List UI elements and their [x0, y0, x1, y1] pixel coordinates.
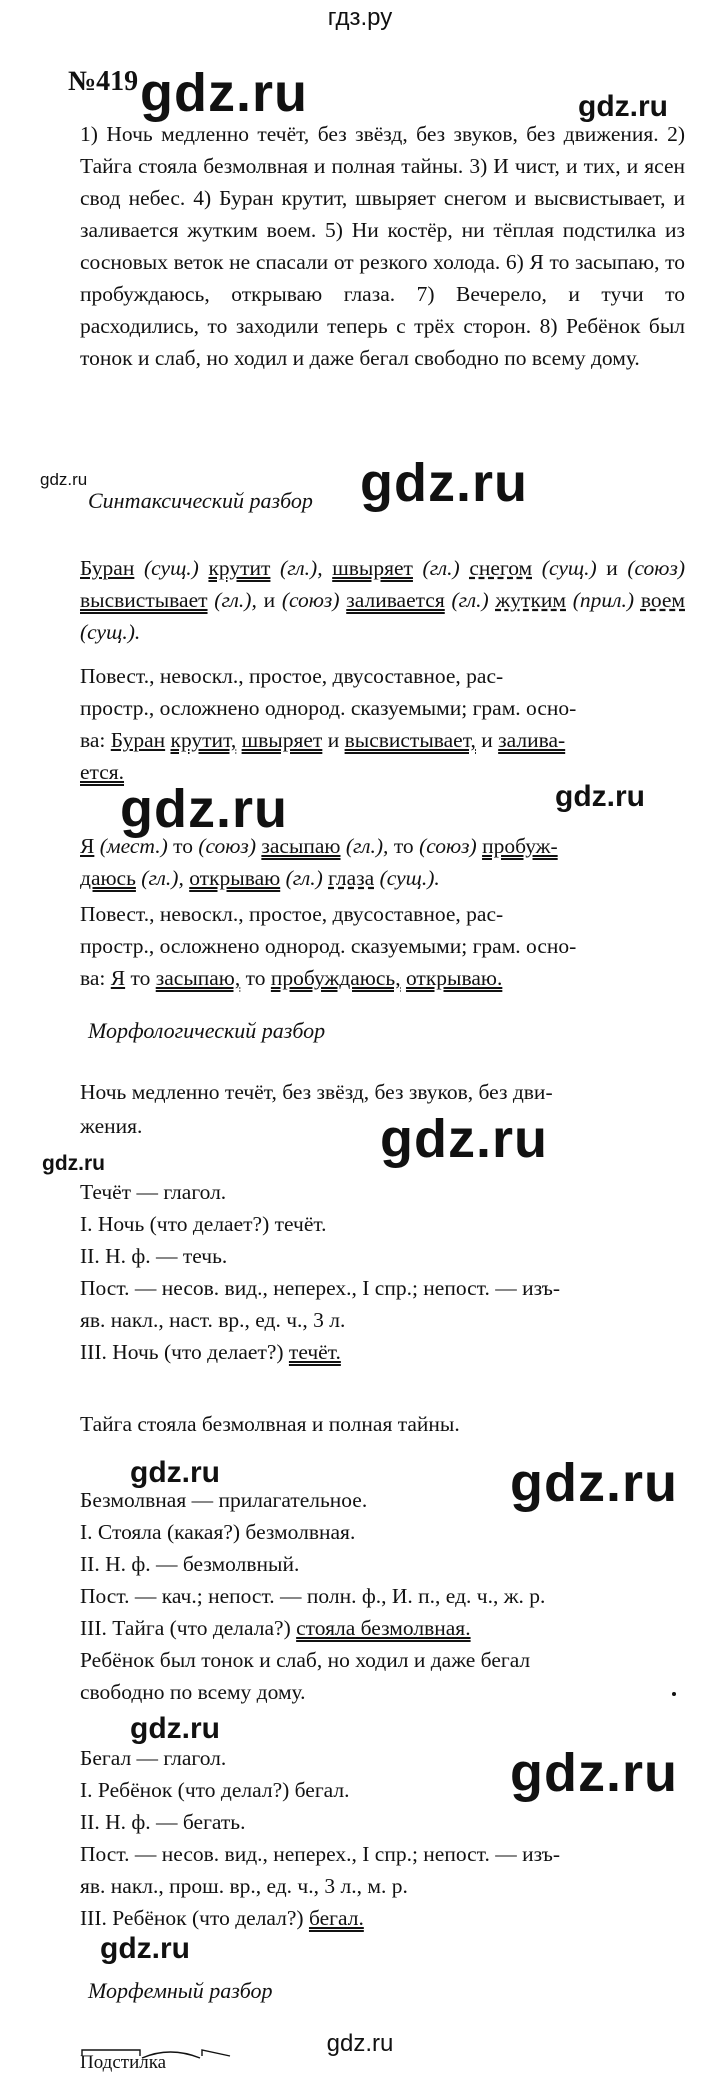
watermark: gdz.ru [578, 90, 668, 123]
syntax-description-2 [80, 898, 685, 994]
watermark: gdz.ru [380, 1109, 548, 1169]
object: снегом [469, 556, 533, 580]
watermark: gdz.ru [510, 1453, 678, 1513]
watermark: gdz.ru [120, 779, 288, 839]
conjunction: то [130, 966, 151, 990]
syntax-parse-2 [80, 830, 685, 894]
predicate: швыряет [241, 728, 323, 752]
desc-line: простр., осложнено однород. сказуемыми; грам. осно- [80, 696, 577, 720]
syntax-description-1 [80, 660, 685, 788]
pos-tag: (гл.) [451, 588, 489, 612]
watermark: gdz.ru [555, 780, 645, 813]
morph3-sentence: Ребёнок был тонок и слаб, но ходил и даже бегал [80, 1648, 531, 1672]
morphem-heading: Морфемный разбор [88, 1978, 273, 2003]
watermark: gdz.ru [130, 1456, 220, 1489]
pos-tag: (гл.), [345, 834, 389, 858]
predicate: залива- [498, 728, 566, 752]
morph-heading: Морфологический разбор [88, 1018, 326, 1043]
pos-tag: (гл.) [422, 556, 460, 580]
syntax-parse-1 [80, 552, 685, 648]
morph2-line: Безмолвная — прилагательное. [80, 1488, 368, 1512]
pos-tag: (гл.), [280, 556, 323, 580]
predicate: пробуж- [482, 834, 558, 858]
pos-tag: (гл.) [285, 866, 323, 890]
conjunction: и [606, 556, 618, 580]
subject: Я [80, 834, 95, 858]
predicate: стояла безмолвная. [296, 1616, 471, 1640]
syntax-heading: Синтаксический разбор [88, 488, 313, 513]
morph3-line [80, 1906, 364, 1931]
morph3-line: II. Н. ф. — бегать. [80, 1810, 246, 1834]
predicate: пробуждаюсь, [270, 966, 401, 990]
subject: Я [110, 966, 126, 990]
morph3-line: Бегал — глагол. [80, 1746, 227, 1770]
task-number: №419 [68, 66, 139, 97]
pos-tag: (прил.) [572, 588, 635, 612]
morph1-line: II. Н. ф. — течь. [80, 1244, 228, 1268]
attribute: жутким [495, 588, 566, 612]
desc-line: Повест., невоскл., простое, двусоставное, рас- [80, 902, 504, 926]
predicate: крутит, [170, 728, 237, 752]
pos-tag: (сущ.). [80, 620, 141, 644]
morph3-line: I. Ребёнок (что делал?) бегал. [80, 1778, 350, 1802]
watermark: gdz.ru [100, 1932, 190, 1965]
watermark: gdz.ru [360, 453, 528, 513]
predicate: бегал. [308, 1906, 364, 1930]
predicate: открываю. [405, 966, 503, 990]
morph-question: III. Ночь (что делает?) [80, 1340, 284, 1364]
stray-dot [672, 1692, 676, 1696]
watermark: gdz.ru [510, 1743, 678, 1803]
morph2-sentence: Тайга стояла безмолвная и полная тайны. [80, 1412, 460, 1436]
morph2-line: I. Стояла (какая?) безмолвная. [80, 1520, 356, 1544]
predicate: крутит [208, 556, 271, 580]
morph1-line: Пост. — несов. вид., неперех., I спр.; непост. — изъ- [80, 1276, 560, 1300]
morph-question: III. Ребёнок (что делал?) [80, 1906, 304, 1930]
predicate: высвистывает [80, 588, 208, 612]
object: глаза [328, 866, 375, 890]
site-footer[interactable]: gdz.ru [326, 2030, 394, 2057]
conjunction: то [245, 966, 266, 990]
desc-lead: ва: [80, 728, 106, 752]
morph1-line [80, 1340, 341, 1365]
site-header[interactable]: гдз.ру [327, 4, 393, 31]
morph-question: III. Тайга (что делала?) [80, 1616, 291, 1640]
pos-tag: (сущ.) [143, 556, 199, 580]
subject: Буран [80, 556, 135, 580]
pos-tag: (союз) [627, 556, 686, 580]
watermark: gdz.ru [42, 1152, 105, 1175]
conjunction: то [393, 834, 414, 858]
morph1-sentence: жения. [80, 1114, 143, 1138]
subject: Буран [110, 728, 166, 752]
pos-tag: (сущ.) [541, 556, 597, 580]
pos-tag: (гл.), [214, 588, 257, 612]
conjunction: и [263, 588, 276, 612]
predicate: течёт. [288, 1340, 341, 1364]
pos-tag: (союз) [198, 834, 256, 858]
morphem-word-text: Подстилка [80, 2052, 167, 2073]
pos-tag: (гл.), [141, 866, 184, 890]
desc-line: простр., осложнено однород. сказуемыми; грам. осно- [80, 934, 577, 958]
pos-tag: (мест.) [99, 834, 168, 858]
morph3-line: яв. накл., прош. вр., ед. ч., 3 л., м. р. [80, 1874, 408, 1898]
conjunction: и [327, 728, 340, 752]
morph1-sentence: Ночь медленно течёт, без звёзд, без звуков, без дви- [80, 1080, 553, 1104]
morph2-line: II. Н. ф. — безмолвный. [80, 1552, 300, 1576]
conjunction: и [481, 728, 493, 752]
pos-tag: (союз) [281, 588, 340, 612]
object: воем [640, 588, 685, 612]
predicate: ется. [80, 760, 125, 784]
watermark: gdz.ru [40, 470, 88, 489]
predicate: заливается [346, 588, 445, 612]
exercise-sentences: 1) Ночь медленно течёт, без звёзд, без звуков, без движения. 2) Тайга стояла безмолвная и полная тайны. 3) И чист, и тих, и ясен свод небес. 4) Буран крутит, швыряет снегом и высвистывает, и заливается жутким воем. 5) Ни костёр, ни тёплая подстилка из сосновых веток не спасали от резкого холода. 6) Я то засыпаю, то пробуждаюсь, открываю глаза. 7) Вечерело, и тучи то расходились, то заходили теперь с трёх сторон. 8) Ребёнок был тонок и слаб, но ходил и даже бегал свободно по всему дому. [80, 122, 685, 370]
exercise-text [80, 118, 685, 374]
watermark: gdz.ru [130, 1712, 220, 1745]
morph1-line: Течёт — глагол. [80, 1180, 227, 1204]
morph1-line: I. Ночь (что делает?) течёт. [80, 1212, 327, 1236]
predicate: засыпаю, [155, 966, 241, 990]
morph2-line [80, 1616, 471, 1641]
predicate: высвистывает, [344, 728, 476, 752]
predicate: открываю [189, 866, 281, 890]
watermark: gdz.ru [140, 63, 308, 123]
morph1-line: яв. накл., наст. вр., ед. ч., 3 л. [80, 1308, 346, 1332]
predicate: даюсь [80, 866, 136, 890]
predicate: засыпаю [261, 834, 341, 858]
conjunction: то [173, 834, 193, 858]
desc-line: Повест., невоскл., простое, двусоставное, рас- [80, 664, 504, 688]
pos-tag: (сущ.). [379, 866, 440, 890]
desc-lead: ва: [80, 966, 106, 990]
pos-tag: (союз) [419, 834, 477, 858]
morph2-line: Пост. — кач.; непост. — полн. ф., И. п., ед. ч., ж. р. [80, 1584, 546, 1608]
predicate: швыряет [332, 556, 413, 580]
morph3-sentence: свободно по всему дому. [80, 1680, 306, 1704]
morph3-line: Пост. — несов. вид., неперех., I спр.; непост. — изъ- [80, 1842, 560, 1866]
